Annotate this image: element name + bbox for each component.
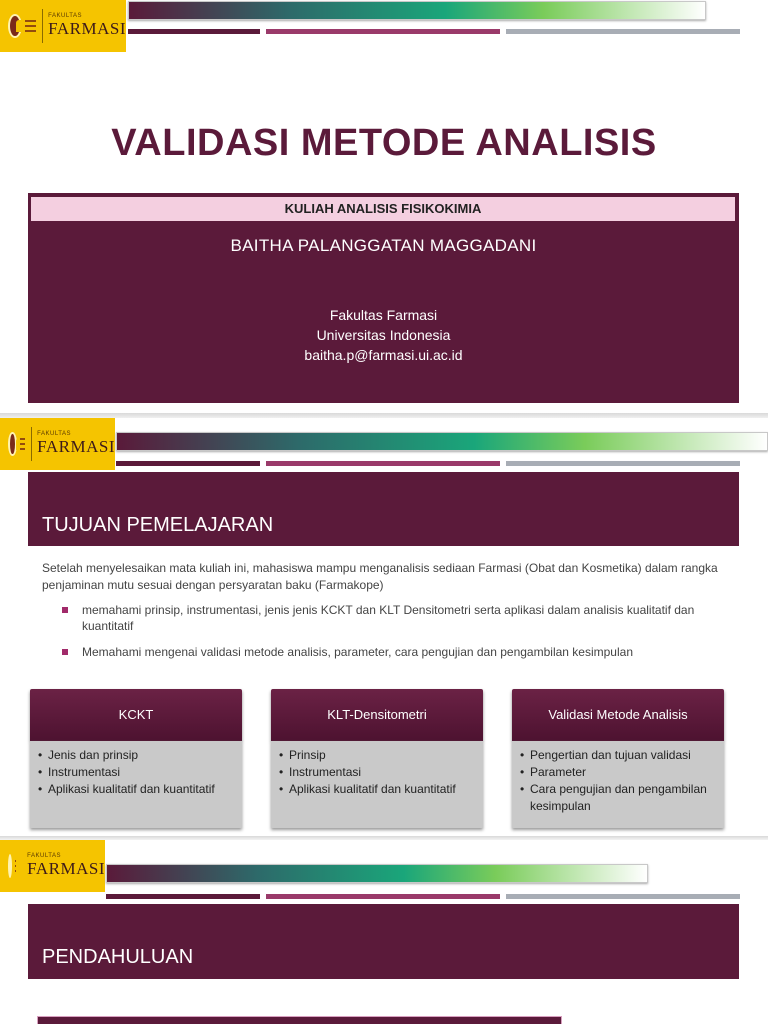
list-item: • Instrumentasi (279, 764, 477, 781)
header-stripe-maroon (106, 894, 260, 899)
slide-title (0, 0, 768, 415)
author-name: BAITHA PALANGGATAN MAGGADANI (230, 236, 537, 255)
topic-card-klt-densitometri (271, 689, 483, 828)
affiliation-block (28, 305, 739, 365)
content-box-partial (37, 1016, 562, 1024)
slide-introduction (0, 840, 768, 1024)
list-item: • Instrumentasi (38, 764, 236, 781)
square-bullet-icon (62, 607, 68, 613)
header-gradient-bar (116, 432, 768, 451)
faculty-logo (0, 0, 126, 52)
header-stripe-maroon (116, 461, 260, 466)
topic-card-kckt (30, 689, 242, 828)
list-item: • Cara pengujian dan pengambilan kesimpulan (520, 781, 718, 815)
header-stripe-magenta (266, 29, 500, 34)
logo-small-text: FAKULTAS (37, 431, 71, 437)
header-stripe-gray (506, 894, 740, 899)
university-seal-icon (8, 14, 22, 38)
list-item: • Aplikasi kualitatif dan kuantitatif (279, 781, 477, 798)
topic-card-validasi (512, 689, 724, 828)
university-name: Universitas Indonesia (316, 327, 451, 343)
slide-objectives (0, 418, 768, 836)
section-heading: PENDAHULUAN (28, 904, 739, 979)
faculty-logo (0, 418, 115, 470)
header-stripe-gray (506, 29, 740, 34)
objectives-list (62, 602, 734, 670)
list-item: • Pengertian dan tujuan validasi (520, 747, 718, 764)
section-heading: TUJUAN PEMELAJARAN (28, 472, 739, 546)
header-gradient-bar (106, 864, 648, 883)
header-gradient-bar (128, 1, 706, 20)
list-item: • Parameter (520, 764, 718, 781)
list-item: Memahami mengenai validasi metode analisis, parameter, cara pengujian dan pengambilan kesimpulan (62, 644, 734, 660)
intro-paragraph: Setelah menyelesaikan mata kuliah ini, mahasiswa mampu menganalisis sediaan Farmasi (Obat dan Kosmetika) dalam rangka penjaminan mutu sesuai dengan persyaratan baku (Farmakope) (42, 561, 718, 592)
list-item: • Aplikasi kualitatif dan kuantitatif (38, 781, 236, 798)
logo-small-text: FAKULTAS (27, 853, 61, 859)
faculty-logo (0, 840, 105, 892)
university-name-lines (20, 435, 25, 453)
header-stripe-gray (506, 461, 740, 466)
university-name-lines (25, 17, 36, 35)
logo-wordmark: FARMASI (37, 437, 115, 456)
university-seal-icon (8, 432, 17, 456)
card-title: KCKT (30, 689, 242, 741)
author-email: baitha.p@farmasi.ui.ac.id (304, 347, 463, 363)
logo-small-text: FAKULTAS (48, 13, 82, 19)
faculty-name: Fakultas Farmasi (329, 307, 438, 323)
course-subtitle: KULIAH ANALISIS FISIKOKIMIA (31, 197, 735, 221)
presentation-title: VALIDASI METODE ANALISIS (111, 122, 657, 164)
header-stripe-magenta (266, 894, 500, 899)
list-item: • Prinsip (279, 747, 477, 764)
card-title: Validasi Metode Analisis (512, 689, 724, 741)
university-seal-icon (8, 854, 12, 878)
card-title: KLT-Densitometri (271, 689, 483, 741)
header-stripe-maroon (128, 29, 260, 34)
title-info-panel (28, 193, 739, 403)
header-stripe-magenta (266, 461, 500, 466)
logo-wordmark: FARMASI (27, 859, 105, 878)
list-item: memahami prinsip, instrumentasi, jenis jenis KCKT dan KLT Densitometri serta aplikasi dalam analisis kualitatif dan kuantitatif (62, 602, 734, 634)
logo-wordmark: FARMASI (48, 19, 126, 38)
square-bullet-icon (62, 649, 68, 655)
list-item: • Jenis dan prinsip (38, 747, 236, 764)
